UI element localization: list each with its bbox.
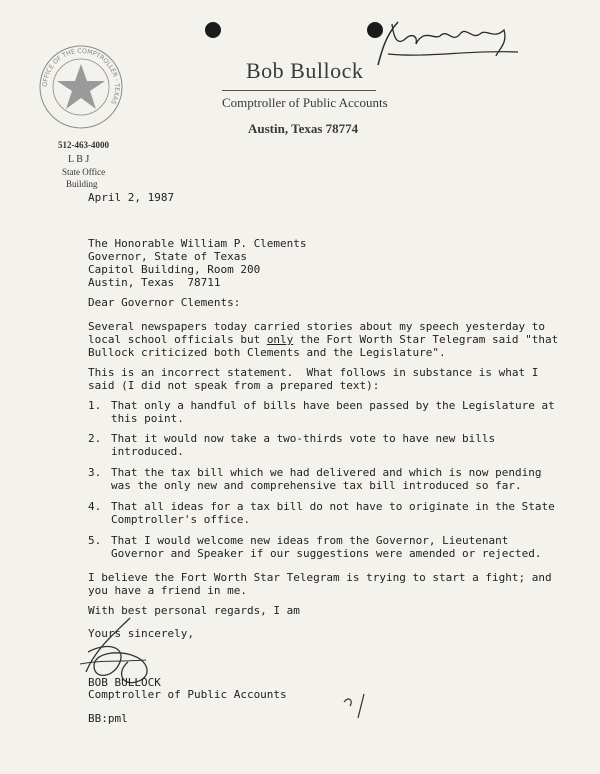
emphasis-only: only [266,333,294,346]
list-item-line: Governor and Speaker if our suggestions were amended or rejected. [111,547,542,560]
signature-title: Comptroller of Public Accounts [88,688,287,701]
letterhead-divider [222,90,376,91]
paragraph-4: With best personal regards, I am [88,604,300,617]
letterhead-name: Bob Bullock [246,58,364,83]
svg-text:OFFICE OF THE COMPTROLLER · TE: OFFICE OF THE COMPTROLLER · TEXAS [41,47,121,106]
letterhead-title: Comptroller of Public Accounts [222,95,388,110]
paragraph-1-line: Several newspapers today carried stories about my speech yesterday to [88,320,545,333]
handwritten-priority-note [368,10,528,70]
list-item-line: That the tax bill which we had delivered and which is now pending [111,466,542,479]
typist-initials: BB:pml [88,712,128,725]
list-item-line: That only a handful of bills have been passed by the Legislature at [111,399,555,412]
letterhead-building-line3: Building [66,179,98,189]
list-item-line: Comptroller's office. [111,513,251,526]
handwritten-mark [340,690,380,720]
letter-date: April 2, 1987 [88,191,175,204]
letterhead-building-line1: L B J [68,154,90,165]
list-item-line: this point. [111,412,184,425]
list-item-line: That all ideas for a tax bill do not have to originate in the State [111,500,555,513]
list-item-number: 1. [88,399,102,412]
address-line: Austin, Texas 78711 [88,276,221,289]
list-item-line: That I would welcome new ideas from the Governor, Lieutenant [111,534,509,547]
paragraph-1-line: local school officials but only the Fort Worth Star Telegram said "that [88,333,559,346]
paragraph-3-line: you have a friend in me. [88,584,247,597]
comptroller-seal-icon [38,44,124,130]
list-item-number: 4. [88,500,102,513]
paragraph-3-line: I believe the Fort Worth Star Telegram is trying to start a fight; and [88,571,552,584]
salutation: Dear Governor Clements: [88,296,241,309]
list-item-number: 2. [88,432,102,445]
letterhead-city: Austin, Texas 78774 [248,121,359,136]
letterhead-phone: 512-463-4000 [58,140,109,150]
address-line: Capitol Building, Room 200 [88,263,261,276]
signature-name: BOB BULLOCK [88,676,161,689]
address-line: Governor, State of Texas [88,250,247,263]
list-item-number: 3. [88,466,102,479]
list-item-line: was the only new and comprehensive tax bill introduced so far. [111,479,522,492]
paragraph-2-line: said (I did not speak from a prepared text): [88,379,380,392]
address-line: The Honorable William P. Clements [88,237,307,250]
list-item-line: introduced. [111,445,184,458]
list-item-line: That it would now take a two-thirds vote to have new bills [111,432,496,445]
paragraph-1-line: Bullock criticized both Clements and the Legislature". [88,346,446,359]
punch-hole-left [205,22,221,38]
paragraph-2-line: This is an incorrect statement. What follows in substance is what I [88,366,539,379]
letterhead-building-line2: State Office [62,167,106,177]
list-item-number: 5. [88,534,102,547]
closing: Yours sincerely, [88,627,194,640]
